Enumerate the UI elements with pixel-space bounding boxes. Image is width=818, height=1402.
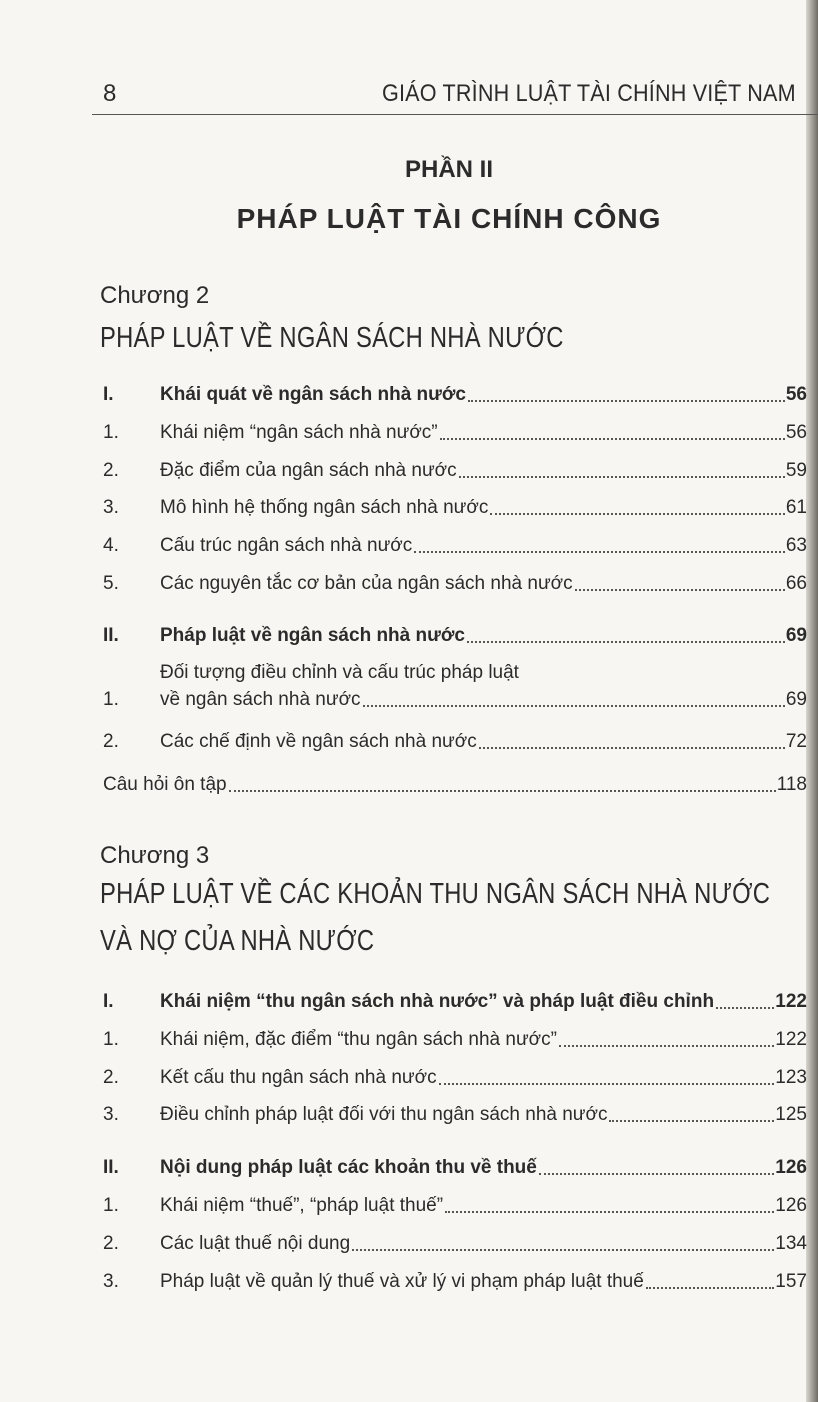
dot-leader	[439, 1083, 775, 1085]
dot-leader	[575, 589, 785, 591]
toc-entry[interactable]	[103, 1232, 807, 1256]
toc-entry-number: 3.	[103, 1104, 119, 1125]
toc-entry[interactable]	[103, 990, 807, 1014]
dot-leader	[467, 641, 785, 643]
toc-entry-title: Các chế định về ngân sách nhà nước	[160, 731, 477, 752]
toc-entry-number: 2.	[103, 1233, 119, 1254]
toc-entry-page: 72	[785, 731, 807, 752]
toc-entry-title: Kết cấu thu ngân sách nhà nước	[160, 1067, 437, 1088]
toc-entry-page: 63	[785, 535, 807, 556]
toc-entry[interactable]	[103, 624, 807, 648]
chapter-2-label: Chương 2	[100, 282, 210, 309]
toc-entry-title: Khái quát về ngân sách nhà nước	[160, 384, 466, 405]
dot-leader	[229, 790, 776, 792]
toc-entry-page: 59	[785, 460, 807, 481]
toc-entry-number: 3.	[103, 1271, 119, 1292]
part-label: PHẦN II	[404, 156, 493, 183]
toc-entry-title: Pháp luật về quản lý thuế và xử lý vi phạm pháp luật thuế	[160, 1271, 644, 1292]
dot-leader	[363, 705, 785, 707]
toc-entry[interactable]	[103, 1156, 807, 1180]
toc-entry[interactable]	[103, 534, 807, 558]
toc-entry-page: 56	[785, 384, 807, 405]
toc-entry[interactable]	[103, 421, 807, 445]
toc-entry-title: Cấu trúc ngân sách nhà nước	[160, 535, 413, 556]
toc-entry-page: 134	[775, 1233, 807, 1254]
header-rule	[92, 114, 818, 115]
chapter-3-title-line1: PHÁP LUẬT VỀ CÁC KHOẢN THU NGÂN SÁCH NHÀ NƯỚC	[100, 878, 771, 910]
running-header: GIÁO TRÌNH LUẬT TÀI CHÍNH VIỆT NAM	[382, 80, 796, 107]
toc-entry[interactable]	[103, 1103, 807, 1127]
dot-leader	[468, 400, 785, 402]
chapter-3-title-line2: VÀ NỢ CỦA NHÀ NƯỚC	[100, 925, 375, 957]
page-edge	[806, 0, 818, 1402]
toc-entry-title: Điều chỉnh pháp luật đối với thu ngân sách nhà nước	[160, 1104, 608, 1125]
toc-entry-number: 5.	[103, 573, 119, 594]
dot-leader	[440, 438, 785, 440]
toc-entry-number: 3.	[103, 497, 119, 518]
toc-entry-page: 126	[775, 1195, 807, 1216]
toc-entry[interactable]	[103, 572, 807, 596]
toc-entry-page: 66	[785, 573, 807, 594]
toc-entry[interactable]	[103, 496, 807, 520]
toc-entry-title: Khái niệm “thuế”, “pháp luật thuế”	[160, 1195, 444, 1216]
dot-leader	[352, 1249, 774, 1251]
dot-leader	[479, 747, 785, 749]
toc-entry-number: 4.	[103, 535, 119, 556]
toc-entry-number: 2.	[103, 1067, 119, 1088]
toc-entry-page: 118	[776, 774, 807, 795]
toc-entry-text-line1: Đối tượng điều chỉnh và cấu trúc pháp luật	[160, 662, 519, 683]
dot-leader	[414, 551, 785, 553]
chapter-2-title: PHÁP LUẬT VỀ NGÂN SÁCH NHÀ NƯỚC	[100, 322, 564, 354]
toc-entry[interactable]	[103, 688, 807, 712]
page-number: 8	[103, 80, 117, 107]
toc-entry-number: 1.	[103, 1029, 119, 1050]
toc-entry[interactable]	[103, 383, 807, 407]
dot-leader	[646, 1287, 774, 1289]
dot-leader	[716, 1007, 774, 1009]
toc-entry[interactable]	[103, 1028, 807, 1052]
toc-entry-number: 1.	[103, 422, 119, 443]
toc-entry-title: Đặc điểm của ngân sách nhà nước	[160, 460, 457, 481]
toc-entry-number: 2.	[103, 460, 119, 481]
toc-entry-title: về ngân sách nhà nước	[160, 689, 361, 710]
toc-entry-number: I.	[103, 991, 114, 1012]
toc-entry-number: II.	[103, 625, 119, 646]
dot-leader	[459, 476, 785, 478]
toc-entry-title: Các luật thuế nội dung	[160, 1233, 351, 1254]
toc-entry-page: 126	[775, 1157, 807, 1178]
toc-entry-page: 69	[785, 625, 807, 646]
toc-entry-title: Khái niệm “ngân sách nhà nước”	[160, 422, 438, 443]
toc-entry-page: 122	[775, 1029, 807, 1050]
toc-entry-page: 122	[775, 991, 807, 1012]
toc-entry-page: 125	[775, 1104, 807, 1125]
dot-leader	[559, 1045, 774, 1047]
toc-entry-page: 123	[775, 1067, 807, 1088]
toc-entry-page: 56	[785, 422, 807, 443]
toc-entry-number: 1.	[103, 1195, 119, 1216]
toc-entry[interactable]	[103, 1270, 807, 1294]
toc-entry[interactable]	[103, 1066, 807, 1090]
toc-entry-title: Khái niệm “thu ngân sách nhà nước” và pháp luật điều chỉnh	[160, 991, 715, 1012]
toc-entry-title: Nội dung pháp luật các khoản thu về thuế	[160, 1157, 537, 1178]
toc-entry-title: Mô hình hệ thống ngân sách nhà nước	[160, 497, 489, 518]
toc-entry-title: Câu hỏi ôn tập	[103, 774, 227, 795]
dot-leader	[539, 1173, 774, 1175]
part-title: PHÁP LUẬT TÀI CHÍNH CÔNG	[236, 203, 662, 234]
dot-leader	[609, 1120, 774, 1122]
toc-entry-title: Khái niệm, đặc điểm “thu ngân sách nhà nước”	[160, 1029, 557, 1050]
toc-entry-number: 2.	[103, 731, 119, 752]
toc-entry-number: I.	[103, 384, 114, 405]
toc-entry[interactable]	[103, 773, 807, 797]
dot-leader	[445, 1211, 774, 1213]
toc-entry-title: Pháp luật về ngân sách nhà nước	[160, 625, 465, 646]
toc-entry[interactable]	[103, 459, 807, 483]
toc-entry-number: II.	[103, 1157, 119, 1178]
toc-entry-page: 69	[785, 689, 807, 710]
toc-entry[interactable]	[103, 1194, 807, 1218]
toc-entry-page: 157	[775, 1271, 807, 1292]
chapter-3-label: Chương 3	[100, 842, 210, 869]
toc-entry[interactable]	[103, 730, 807, 754]
toc-entry-number: 1.	[103, 689, 119, 710]
dot-leader	[490, 513, 785, 515]
toc-entry-page: 61	[785, 497, 807, 518]
toc-entry-title: Các nguyên tắc cơ bản của ngân sách nhà nước	[160, 573, 573, 594]
